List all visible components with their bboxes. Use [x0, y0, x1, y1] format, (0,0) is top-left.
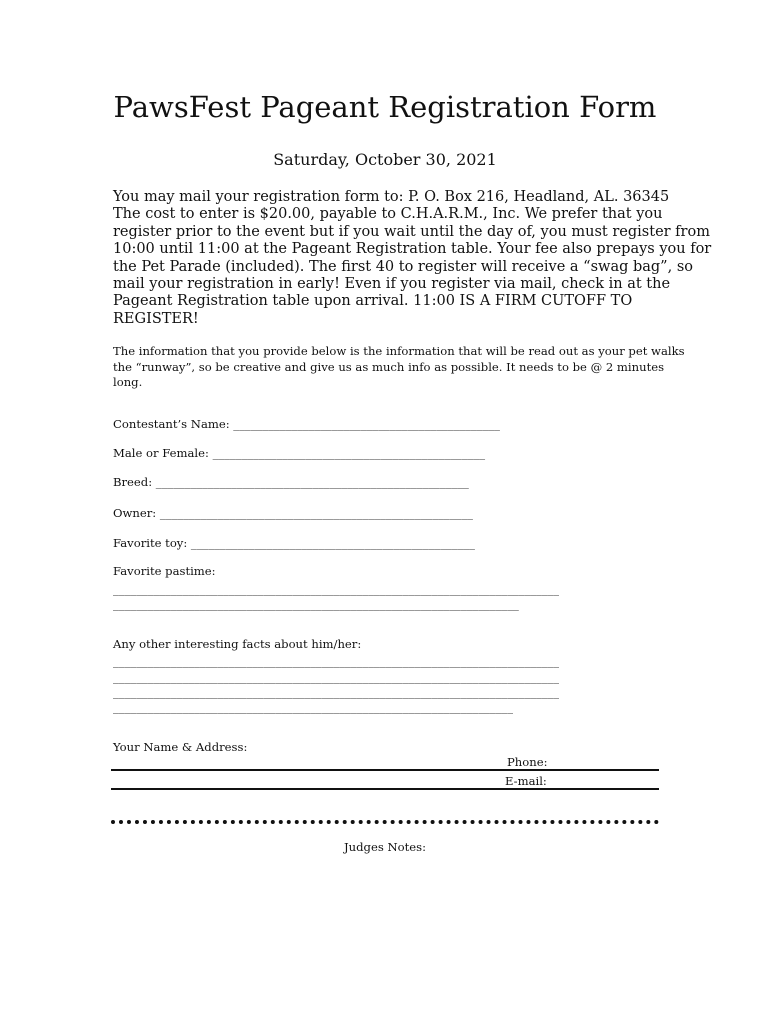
contestant-name-field[interactable]: Contestant’s Name: ______________________________________________: [113, 417, 500, 431]
intro-line: REGISTER!: [113, 310, 199, 327]
intro-line: 10:00 until 11:00 at the Pageant Registration table. Your fee also prepays you for: [113, 241, 712, 258]
note-line: the “runway”, so be creative and give us as much info as possible. It needs to be @ 2 minutes: [113, 359, 665, 374]
section-divider: [111, 820, 659, 824]
interesting-facts-line[interactable]: _____________________________________________________________________: [113, 700, 513, 714]
interesting-facts-line[interactable]: _____________________________________________________________________________: [113, 654, 560, 668]
favorite-pastime-line[interactable]: _____________________________________________________________________________: [113, 582, 560, 596]
breed-field[interactable]: Breed: ______________________________________________________: [113, 475, 469, 489]
intro-line: Pageant Registration table upon arrival. 11:00 IS A FIRM CUTOFF TO: [113, 293, 633, 310]
runway-note: [113, 344, 685, 391]
intro-line: register prior to the event but if you wait until the day of, you must register from: [113, 223, 710, 240]
name-address-line[interactable]: [111, 769, 659, 771]
email-label: E-mail:: [505, 774, 547, 788]
favorite-toy-field[interactable]: Favorite toy: _________________________________________________: [113, 536, 475, 550]
intro-line: mail your registration in early! Even if you register via mail, check in at the: [113, 276, 671, 293]
favorite-pastime-line[interactable]: ______________________________________________________________________: [113, 597, 519, 611]
owner-field[interactable]: Owner: ______________________________________________________: [113, 506, 473, 520]
form-title: PawsFest Pageant Registration Form: [113, 90, 657, 124]
contact-line[interactable]: [111, 788, 659, 790]
interesting-facts-line[interactable]: _____________________________________________________________________________: [113, 670, 560, 684]
gender-field[interactable]: Male or Female: _______________________________________________: [113, 446, 486, 460]
intro-line: You may mail your registration form to: P. O. Box 216, Headland, AL. 36345: [113, 189, 670, 205]
interesting-facts-label: Any other interesting facts about him/her:: [113, 637, 362, 651]
favorite-pastime-label: Favorite pastime:: [113, 564, 216, 578]
phone-label: Phone:: [507, 755, 548, 769]
event-date: Saturday, October 30, 2021: [273, 150, 497, 169]
your-name-address-label: Your Name & Address:: [113, 740, 248, 754]
judges-notes-label: Judges Notes:: [344, 840, 426, 854]
note-line: The information that you provide below is the information that will be read out as your pet walks: [113, 344, 685, 358]
interesting-facts-line[interactable]: _____________________________________________________________________________: [113, 685, 560, 699]
intro-paragraph: [113, 189, 712, 328]
intro-line: The cost to enter is $20.00, payable to C.H.A.R.M., Inc. We prefer that you: [113, 206, 663, 223]
note-line: long.: [113, 375, 143, 389]
intro-line: the Pet Parade (included). The first 40 to register will receive a “swag bag”, so: [113, 258, 693, 275]
